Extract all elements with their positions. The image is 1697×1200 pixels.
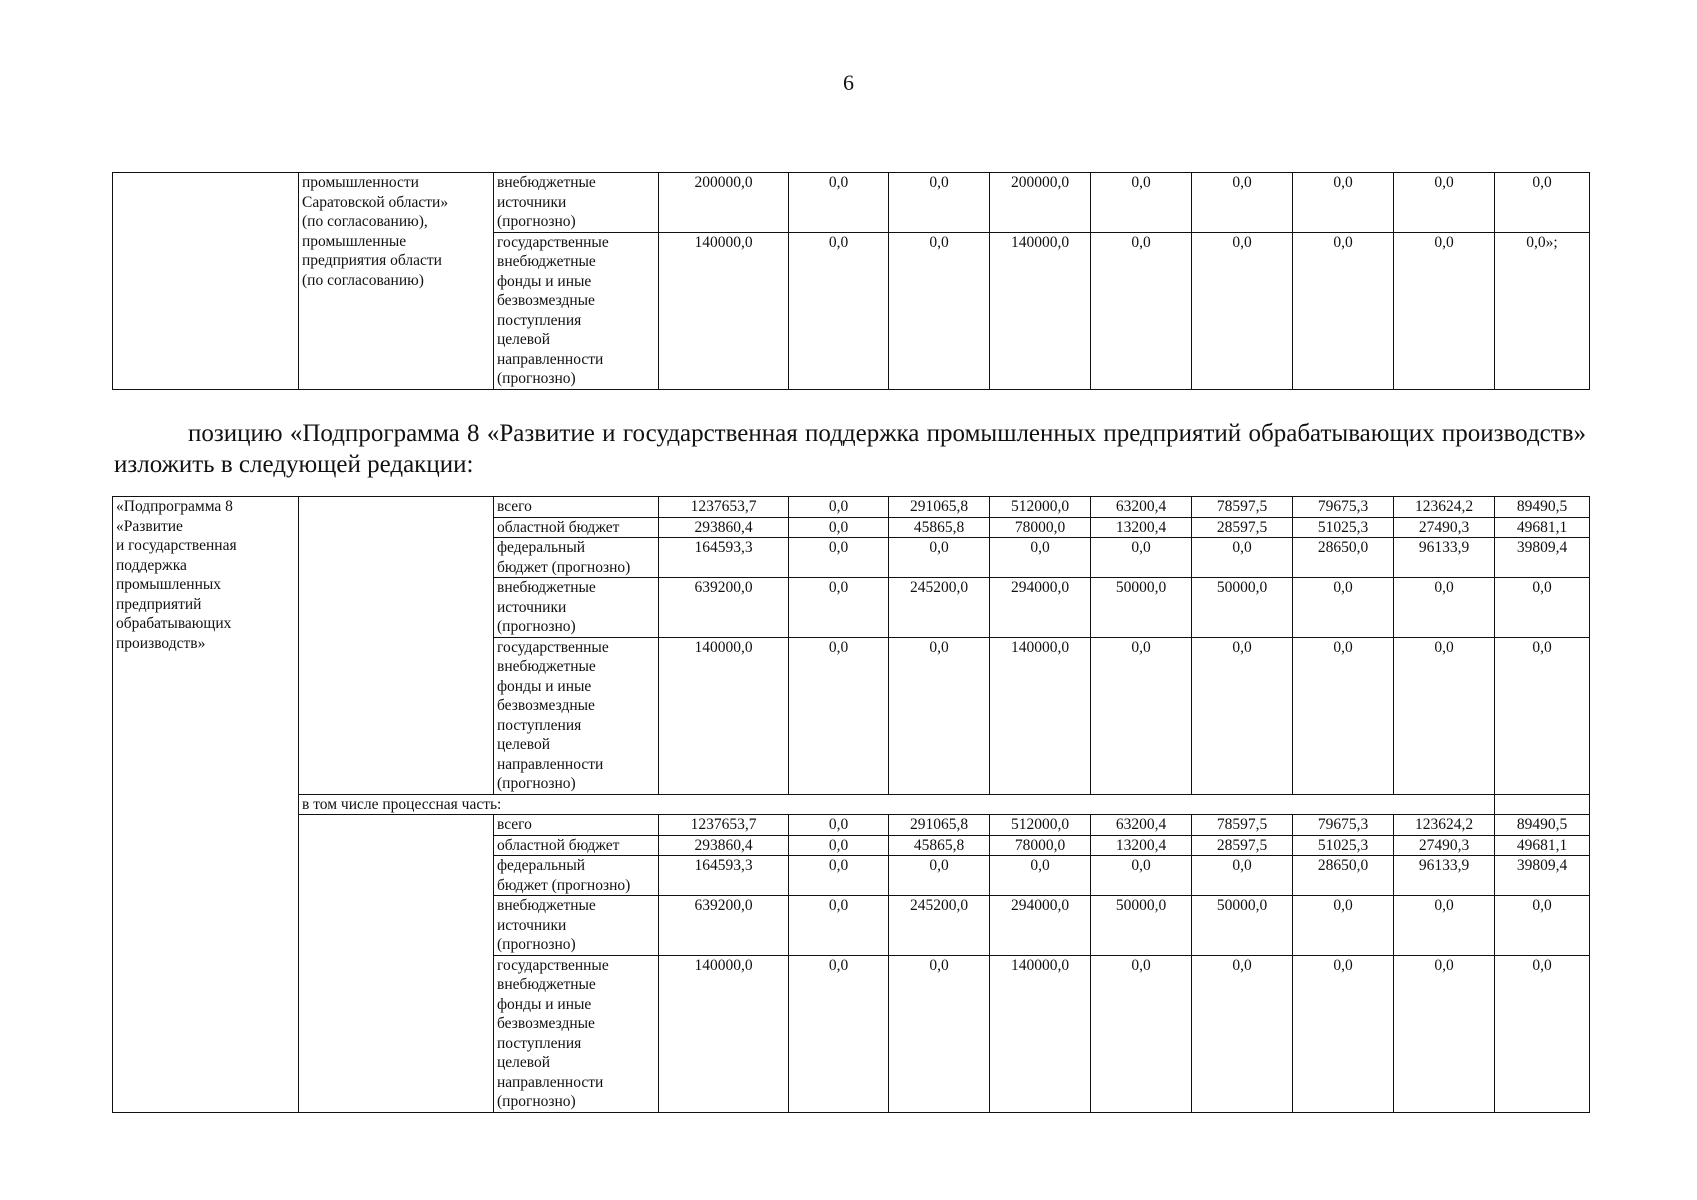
value-cell: 294000,0 — [990, 578, 1091, 638]
value-cell: 123624,2 — [1394, 815, 1495, 836]
value-cell: 63200,4 — [1091, 815, 1192, 836]
value-cell: 0,0 — [1091, 538, 1192, 578]
blank-cell — [1495, 794, 1590, 815]
value-cell: 0,0 — [789, 856, 889, 896]
value-cell: 13200,4 — [1091, 835, 1192, 856]
value-cell: 39809,4 — [1495, 856, 1590, 896]
table-row — [113, 815, 1590, 836]
value-cell: 294000,0 — [990, 896, 1091, 956]
value-cell: 0,0 — [1293, 578, 1394, 638]
source-cell: государственные внебюджетные фонды и иные безвозмездные поступления целевой направленности (прогнозно) — [494, 637, 659, 794]
value-cell: 0,0 — [889, 173, 990, 233]
value-cell: 0,0 — [789, 835, 889, 856]
value-cell: 78597,5 — [1192, 815, 1293, 836]
source-cell: государственные внебюджетные фонды и иные безвозмездные поступления целевой направленности (прогнозно) — [494, 232, 659, 389]
value-cell: 51025,3 — [1293, 517, 1394, 538]
value-cell: 79675,3 — [1293, 815, 1394, 836]
value-cell: 164593,3 — [659, 856, 789, 896]
value-cell: 1237653,7 — [659, 815, 789, 836]
value-cell: 0,0 — [889, 538, 990, 578]
value-cell: 245200,0 — [889, 896, 990, 956]
value-cell: 0,0 — [789, 637, 889, 794]
value-cell: 0,0 — [1091, 173, 1192, 233]
value-cell: 79675,3 — [1293, 497, 1394, 518]
source-cell: федеральный бюджет (прогнозно) — [494, 856, 659, 896]
section-row — [113, 794, 1590, 815]
value-cell: 293860,4 — [659, 517, 789, 538]
value-cell: 50000,0 — [1091, 896, 1192, 956]
blank-cell — [113, 173, 299, 390]
value-cell: 27490,3 — [1394, 835, 1495, 856]
value-cell: 27490,3 — [1394, 517, 1495, 538]
value-cell: 28597,5 — [1192, 835, 1293, 856]
value-cell: 0,0 — [1394, 232, 1495, 389]
value-cell: 51025,3 — [1293, 835, 1394, 856]
value-cell: 0,0 — [789, 232, 889, 389]
subprogram-8-funding-table — [112, 496, 1590, 1113]
value-cell: 0,0 — [1293, 955, 1394, 1112]
value-cell: 293860,4 — [659, 835, 789, 856]
value-cell: 0,0 — [1192, 955, 1293, 1112]
value-cell: 0,0 — [1091, 856, 1192, 896]
value-cell: 78000,0 — [990, 517, 1091, 538]
table-row — [113, 497, 1590, 518]
value-cell: 78597,5 — [1192, 497, 1293, 518]
value-cell: 0,0 — [1192, 637, 1293, 794]
value-cell: 0,0 — [789, 538, 889, 578]
value-cell: 0,0 — [1192, 232, 1293, 389]
value-cell: 0,0 — [1495, 173, 1590, 233]
value-cell: 28650,0 — [1293, 856, 1394, 896]
value-cell: 0,0 — [789, 173, 889, 233]
value-cell: 0,0 — [1192, 538, 1293, 578]
value-cell: 0,0 — [1394, 173, 1495, 233]
top-funding-table — [112, 172, 1590, 390]
value-cell: 0,0 — [990, 538, 1091, 578]
source-cell: областной бюджет — [494, 835, 659, 856]
value-cell: 89490,5 — [1495, 497, 1590, 518]
value-cell: 140000,0 — [659, 232, 789, 389]
value-cell: 0,0 — [1495, 955, 1590, 1112]
value-cell: 0,0 — [990, 856, 1091, 896]
lead-paragraph: позицию «Подпрограмма 8 «Развитие и государственная поддержка промышленных предприятий обрабатывающих производств» изложить в следующей редакции: — [114, 420, 1586, 478]
value-cell: 0,0 — [889, 856, 990, 896]
value-cell: 200000,0 — [659, 173, 789, 233]
value-cell: 39809,4 — [1495, 538, 1590, 578]
value-cell: 164593,3 — [659, 538, 789, 578]
value-cell: 639200,0 — [659, 578, 789, 638]
value-cell: 63200,4 — [1091, 497, 1192, 518]
value-cell: 0,0 — [1091, 232, 1192, 389]
value-cell: 639200,0 — [659, 896, 789, 956]
value-cell: 0,0 — [889, 637, 990, 794]
value-cell: 245200,0 — [889, 578, 990, 638]
source-cell: государственные внебюджетные фонды и иные безвозмездные поступления целевой направленности (прогнозно) — [494, 955, 659, 1112]
value-cell: 0,0 — [1293, 232, 1394, 389]
value-cell: 0,0 — [1495, 578, 1590, 638]
source-cell: внебюджетные источники (прогнозно) — [494, 173, 659, 233]
value-cell: 78000,0 — [990, 835, 1091, 856]
value-cell: 50000,0 — [1091, 578, 1192, 638]
value-cell: 291065,8 — [889, 815, 990, 836]
value-cell: 49681,1 — [1495, 517, 1590, 538]
value-cell: 0,0 — [1394, 896, 1495, 956]
value-cell: 0,0 — [1394, 637, 1495, 794]
value-cell: 200000,0 — [990, 173, 1091, 233]
value-cell: 512000,0 — [990, 497, 1091, 518]
value-cell: 0,0 — [1394, 578, 1495, 638]
value-cell: 28650,0 — [1293, 538, 1394, 578]
value-cell: 140000,0 — [990, 637, 1091, 794]
source-cell: областной бюджет — [494, 517, 659, 538]
page-number: 6 — [843, 70, 854, 95]
source-cell: внебюджетные источники (прогнозно) — [494, 578, 659, 638]
value-cell: 123624,2 — [1394, 497, 1495, 518]
value-cell: 96133,9 — [1394, 538, 1495, 578]
executor-cell — [299, 497, 494, 795]
executor-cell — [299, 815, 494, 1113]
value-cell: 140000,0 — [659, 955, 789, 1112]
value-cell: 28597,5 — [1192, 517, 1293, 538]
value-cell: 49681,1 — [1495, 835, 1590, 856]
value-cell: 0,0 — [789, 517, 889, 538]
value-cell: 0,0 — [1192, 856, 1293, 896]
table-row — [113, 173, 1590, 233]
source-cell: всего — [494, 497, 659, 518]
value-cell: 13200,4 — [1091, 517, 1192, 538]
value-cell: 0,0 — [889, 955, 990, 1112]
value-cell: 45865,8 — [889, 835, 990, 856]
value-cell: 0,0 — [1192, 173, 1293, 233]
value-cell: 0,0 — [1293, 173, 1394, 233]
subprogram-title-cell: «Подпрограмма 8 «Развитие и государственная поддержка промышленных предприятий обрабатывающих производств» — [113, 497, 299, 1113]
value-cell: 0,0 — [1091, 637, 1192, 794]
value-cell: 96133,9 — [1394, 856, 1495, 896]
value-cell: 0,0 — [789, 955, 889, 1112]
executor-cell: промышленности Саратовской области» (по согласованию), промышленные предприятия области (по согласованию) — [299, 173, 494, 390]
value-cell: 0,0 — [1293, 896, 1394, 956]
value-cell: 1237653,7 — [659, 497, 789, 518]
value-cell: 50000,0 — [1192, 896, 1293, 956]
value-cell: 0,0»; — [1495, 232, 1590, 389]
value-cell: 0,0 — [1495, 896, 1590, 956]
value-cell: 50000,0 — [1192, 578, 1293, 638]
value-cell: 0,0 — [1293, 637, 1394, 794]
value-cell: 140000,0 — [659, 637, 789, 794]
value-cell: 0,0 — [789, 815, 889, 836]
value-cell: 140000,0 — [990, 955, 1091, 1112]
value-cell: 45865,8 — [889, 517, 990, 538]
value-cell: 0,0 — [1495, 637, 1590, 794]
value-cell: 140000,0 — [990, 232, 1091, 389]
value-cell: 0,0 — [789, 497, 889, 518]
source-cell: всего — [494, 815, 659, 836]
source-cell: федеральный бюджет (прогнозно) — [494, 538, 659, 578]
value-cell: 0,0 — [1091, 955, 1192, 1112]
value-cell: 0,0 — [1394, 955, 1495, 1112]
value-cell: 0,0 — [789, 578, 889, 638]
value-cell: 512000,0 — [990, 815, 1091, 836]
section-label-cell: в том числе процессная часть: — [299, 794, 1495, 815]
value-cell: 89490,5 — [1495, 815, 1590, 836]
value-cell: 0,0 — [789, 896, 889, 956]
value-cell: 291065,8 — [889, 497, 990, 518]
value-cell: 0,0 — [889, 232, 990, 389]
source-cell: внебюджетные источники (прогнозно) — [494, 896, 659, 956]
